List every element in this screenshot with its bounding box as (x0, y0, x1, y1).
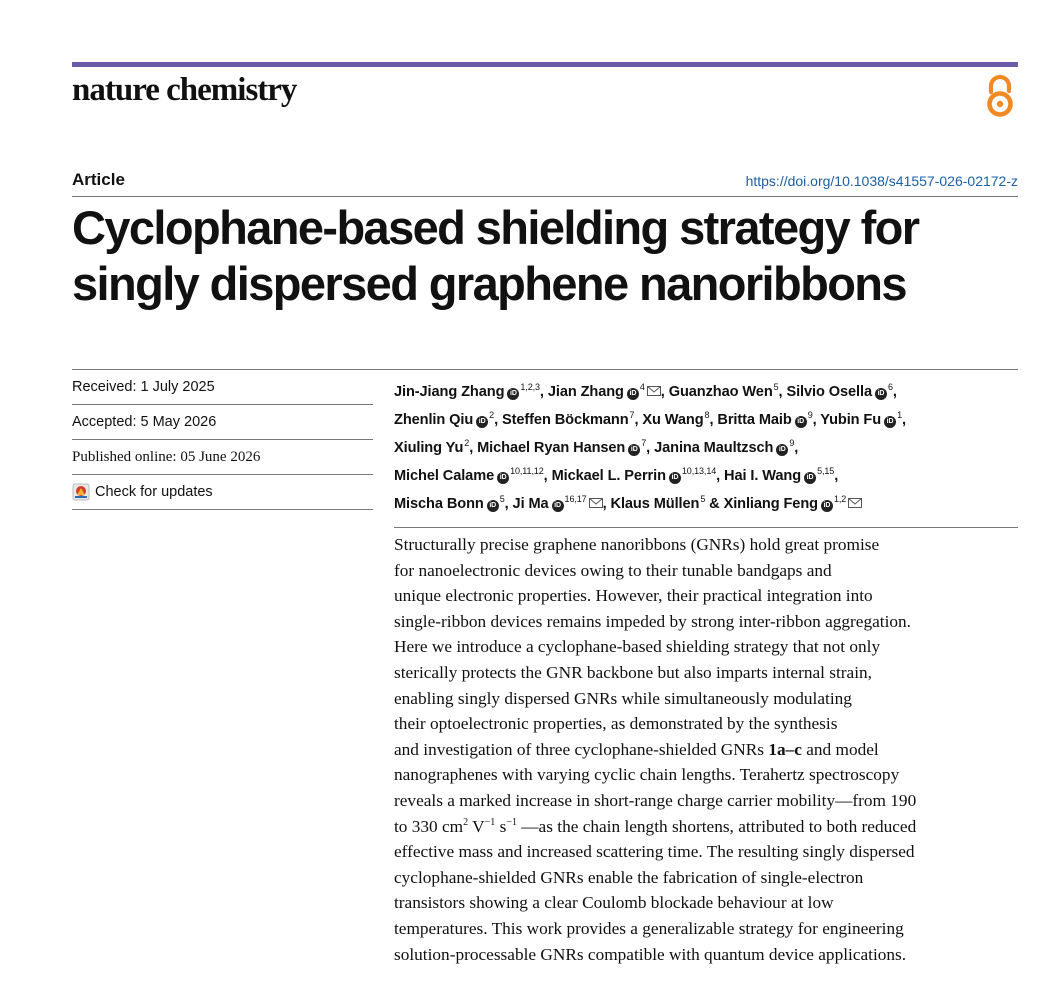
author-separator: , (646, 440, 655, 456)
check-for-updates-link[interactable] (72, 475, 373, 510)
orcid-icon[interactable]: iD (552, 500, 564, 512)
affiliation-numbers: 4 (639, 382, 645, 392)
affiliation-numbers: 7 (629, 410, 635, 420)
doi-link[interactable]: https://doi.org/10.1038/s41557-026-02172-z (745, 173, 1018, 189)
unit-exponent: −1 (484, 816, 496, 828)
orcid-icon[interactable]: iD (875, 388, 887, 400)
compound-label: 1a–c (768, 739, 802, 759)
published-date: Published online: 05 June 2026 (72, 440, 373, 475)
abstract-line: effective mass and increased scattering time. The resulting singly dispersed (394, 842, 915, 862)
author-entry[interactable] (394, 496, 505, 512)
title-line: Cyclophane-based shielding strategy for (72, 201, 919, 254)
author-entry[interactable] (611, 496, 706, 512)
author-list (394, 376, 1018, 516)
abstract-text: to 330 cm (394, 816, 464, 836)
author-separator: , (602, 496, 611, 512)
orcid-icon[interactable]: iD (795, 416, 807, 428)
affiliation-numbers: 1 (897, 410, 902, 420)
orcid-icon[interactable]: iD (497, 472, 509, 484)
author-name: Hai I. Wang (724, 468, 802, 484)
author-entry[interactable] (394, 468, 544, 484)
author-separator: , (778, 384, 787, 400)
author-name: Jian Zhang (547, 384, 624, 400)
author-separator: , (794, 440, 799, 456)
abstract-line: solution-processable GNRs compatible with quantum device applications. (394, 944, 907, 964)
author-name: Xiuling Yu (394, 440, 464, 456)
unit-exponent: 2 (463, 816, 469, 828)
abstract-line: Structurally precise graphene nanoribbons (GNRs) hold great promise (394, 535, 880, 554)
author-name: Mischa Bonn (394, 496, 484, 512)
affiliation-numbers: 5,15 (817, 466, 835, 476)
affiliation-numbers: 5 (499, 494, 505, 504)
abstract (394, 532, 1018, 967)
author-name: Klaus Müllen (610, 496, 700, 512)
abstract-text: —as the chain length shortens, attributed to both reduced (516, 816, 917, 836)
author-separator: & (705, 496, 724, 512)
abstract-line: unique electronic properties. However, their practical integration into (394, 586, 873, 606)
author-name: Janina Maultzsch (654, 440, 774, 456)
author-entry[interactable] (669, 384, 779, 400)
author-entry[interactable] (724, 468, 834, 484)
affiliation-numbers: 5 (773, 382, 779, 392)
affiliation-numbers: 8 (704, 410, 710, 420)
orcid-icon[interactable]: iD (821, 500, 833, 512)
affiliation-numbers: 10,13,14 (681, 466, 717, 476)
author-name: Jin-Jiang Zhang (394, 384, 505, 400)
orcid-icon[interactable]: iD (776, 444, 788, 456)
author-name: Silvio Osella (786, 384, 872, 400)
abstract-line (394, 814, 1018, 840)
author-name: Xu Wang (642, 412, 704, 428)
author-entry[interactable] (513, 496, 603, 512)
author-separator: , (716, 468, 725, 484)
abstract-line (394, 737, 1018, 763)
affiliation-numbers: 6 (887, 382, 893, 392)
open-access-icon[interactable] (982, 74, 1018, 120)
orcid-icon[interactable]: iD (627, 388, 639, 400)
abstract-line: Here we introduce a cyclophane-based shielding strategy that not only (394, 637, 881, 657)
abstract-text: and investigation of three cyclophane-shielded GNRs (394, 739, 769, 759)
article-dates (72, 370, 373, 510)
abstract-line: transistors showing a clear Coulomb blockade behaviour at low (394, 893, 834, 913)
author-entry[interactable] (642, 412, 709, 428)
author-entry[interactable] (786, 384, 892, 400)
abstract-line: enabling singly dispersed GNRs while simultaneously modulating (394, 688, 852, 708)
abstract-text: and model (801, 739, 879, 759)
affiliation-numbers: 1,2 (833, 494, 847, 504)
affiliation-numbers: 7 (641, 438, 647, 448)
author-name: Britta Maib (717, 412, 792, 428)
affiliation-numbers: 9 (789, 438, 795, 448)
author-name: Zhenlin Qiu (394, 412, 474, 428)
author-separator: , (543, 468, 552, 484)
abstract-text: V (468, 816, 485, 836)
author-name: Steffen Böckmann (502, 412, 629, 428)
author-separator: , (709, 412, 718, 428)
orcid-icon[interactable]: iD (884, 416, 896, 428)
abstract-line: reveals a marked increase in short-range charge carrier mobility—from 190 (394, 790, 917, 810)
author-entry[interactable] (820, 412, 902, 428)
author-entry[interactable] (394, 384, 540, 400)
affiliation-numbers: 5 (700, 494, 706, 504)
author-entry[interactable] (724, 496, 863, 512)
author-separator: , (469, 440, 478, 456)
author-entry[interactable] (548, 384, 661, 400)
author-entry[interactable] (502, 412, 634, 428)
abstract-text: s (495, 816, 507, 836)
orcid-icon[interactable]: iD (487, 500, 499, 512)
orcid-icon[interactable]: iD (476, 416, 488, 428)
orcid-icon[interactable]: iD (669, 472, 681, 484)
author-separator: , (834, 468, 839, 484)
email-icon[interactable] (647, 386, 661, 396)
author-name: Michael Ryan Hansen (477, 440, 626, 456)
affiliation-numbers: 2 (489, 410, 495, 420)
author-separator: , (539, 384, 548, 400)
affiliation-numbers: 16,17 (564, 494, 587, 504)
orcid-icon[interactable]: iD (804, 472, 816, 484)
check-for-updates-icon (72, 483, 90, 501)
orcid-icon[interactable]: iD (507, 388, 519, 400)
email-icon[interactable] (589, 498, 603, 508)
affiliation-numbers: 9 (807, 410, 813, 420)
author-entry[interactable] (552, 468, 717, 484)
author-name: Michel Calame (394, 468, 495, 484)
header-accent-bar (72, 62, 1018, 67)
divider (394, 527, 1018, 528)
author-separator: , (812, 412, 821, 428)
abstract-line: single-ribbon devices remains impeded by strong inter-ribbon aggregation. (394, 611, 911, 631)
abstract-line: for nanoelectronic devices owing to their tunable bandgaps and (394, 560, 832, 580)
divider (72, 196, 1018, 197)
title-line: singly dispersed graphene nanoribbons (72, 257, 906, 310)
journal-name[interactable]: nature chemistry (72, 72, 297, 108)
accepted-date: Accepted: 5 May 2026 (72, 405, 373, 440)
email-icon[interactable] (848, 498, 862, 508)
orcid-icon[interactable]: iD (628, 444, 640, 456)
author-name: Xinliang Feng (723, 496, 818, 512)
author-separator: , (634, 412, 643, 428)
affiliation-numbers: 1,2,3 (520, 382, 540, 392)
author-separator: , (901, 412, 906, 428)
abstract-line: sterically protects the GNR backbone but also imparts internal strain, (394, 662, 872, 682)
author-separator: , (892, 384, 897, 400)
author-name: Mickael L. Perrin (551, 468, 666, 484)
affiliation-numbers: 10,11,12 (510, 466, 544, 476)
author-entry[interactable] (717, 412, 812, 428)
affiliation-numbers: 2 (464, 438, 470, 448)
author-separator: , (494, 412, 502, 428)
author-entry[interactable] (654, 440, 794, 456)
author-entry[interactable] (394, 412, 494, 428)
abstract-line: their optoelectronic properties, as demonstrated by the synthesis (394, 714, 838, 734)
article-title (72, 200, 1018, 312)
author-entry[interactable] (477, 440, 646, 456)
author-name: Yubin Fu (820, 412, 882, 428)
abstract-line: cyclophane-shielded GNRs enable the fabrication of single-electron (394, 867, 864, 887)
author-entry[interactable] (394, 440, 469, 456)
abstract-line: temperatures. This work provides a generalizable strategy for engineering (394, 918, 904, 938)
received-date: Received: 1 July 2025 (72, 370, 373, 405)
unit-exponent: −1 (506, 816, 517, 828)
article-type: Article (72, 170, 125, 189)
author-separator: , (660, 384, 669, 400)
author-name: Guanzhao Wen (668, 384, 773, 400)
author-separator: , (504, 496, 513, 512)
check-for-updates-label: Check for updates (95, 484, 213, 500)
abstract-line: nanographenes with varying cyclic chain lengths. Terahertz spectroscopy (394, 765, 900, 785)
author-name: Ji Ma (512, 496, 549, 512)
